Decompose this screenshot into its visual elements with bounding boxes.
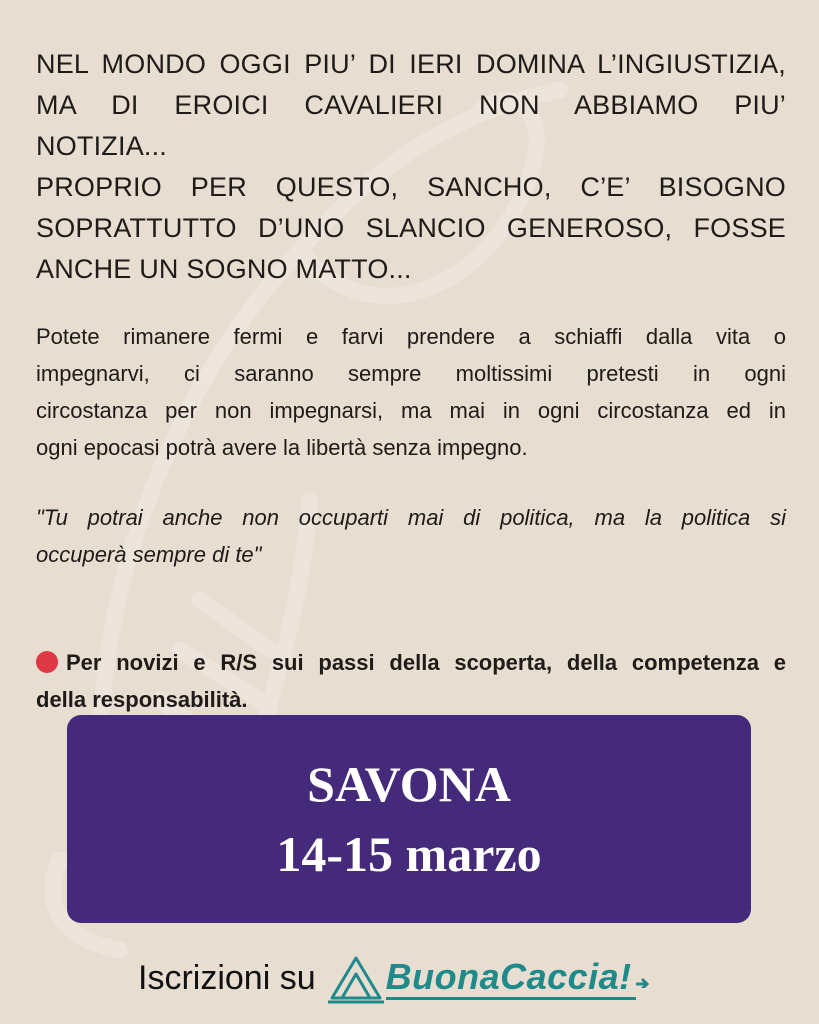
quote-line: occuperà sempre di te" <box>36 542 262 567</box>
audience-line: della responsabilità. <box>36 687 248 712</box>
headline-line: SOPRATTUTTO D’UNO SLANCIO GENEROSO, FOSSE <box>36 213 786 243</box>
buonacaccia-link[interactable] <box>326 952 650 1004</box>
paragraph-line: impegnarvi, ci saranno sempre moltissimi pretesti in ogni <box>36 361 786 386</box>
paragraph-line: Potete rimanere fermi e farvi prendere a schiaffi dalla vita o <box>36 324 786 349</box>
quote <box>36 499 786 573</box>
registration-footer <box>138 946 650 1010</box>
paragraph-line: circostanza per non impegnarsi, ma mai in ogni circostanza ed in <box>36 398 786 423</box>
headline-line: NOTIZIA... <box>36 131 168 161</box>
headline-line: NEL MONDO OGGI PIU’ DI IERI DOMINA L’INGIUSTIZIA, <box>36 49 786 79</box>
event-date: 14-15 marzo <box>276 826 542 882</box>
audience-line: Per novizi e R/S sui passi della scoperta, della competenza e <box>66 650 786 675</box>
arrow-icon <box>636 968 650 988</box>
paragraph-line: ogni epocasi potrà avere la libertà senza impegno. <box>36 435 528 460</box>
buonacaccia-logo-text: BuonaCaccia! <box>386 957 636 1000</box>
audience-note <box>36 644 786 718</box>
registration-label: Iscrizioni su <box>138 958 316 997</box>
headline <box>36 44 786 290</box>
headline-line: MA DI EROICI CAVALIERI NON ABBIAMO PIU’ <box>36 90 786 120</box>
body-paragraph <box>36 318 786 466</box>
headline-line: PROPRIO PER QUESTO, SANCHO, C’E’ BISOGNO <box>36 172 786 202</box>
buonacaccia-logo-icon <box>326 952 386 1004</box>
quote-line: "Tu potrai anche non occuparti mai di politica, ma la politica si <box>36 505 786 530</box>
main-content <box>36 44 786 712</box>
event-city: SAVONA <box>307 756 511 812</box>
headline-line: ANCHE UN SOGNO MATTO... <box>36 254 412 284</box>
event-box <box>67 715 751 923</box>
red-dot-icon <box>36 651 58 673</box>
